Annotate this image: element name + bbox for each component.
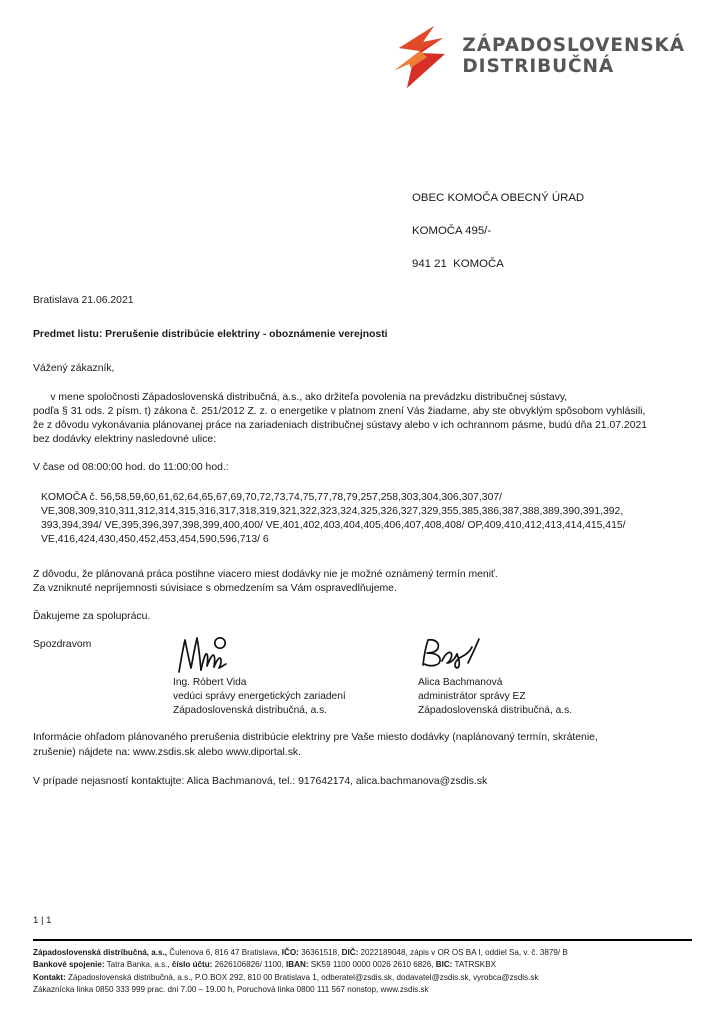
footer-account-label: číslo účtu: (171, 960, 213, 970)
web-info-paragraph (33, 731, 695, 760)
handwritten-signature-bachmanova (418, 634, 663, 676)
intro-line-3: že z dôvodu vykonávania plánovanej práce na zariadeniach distribučnej sústavy alebo v ich ochrannom pásme, budú dňa 21.07.2021 (33, 420, 648, 431)
footer-bank-label: Bankové spojenie: (33, 960, 105, 970)
footer-contact-label: Kontakt: (33, 972, 66, 982)
page-number: 1 | 1 (33, 915, 52, 926)
signatory-name: Alica Bachmanová (418, 677, 503, 688)
affected-streets-list (33, 491, 695, 547)
street-line: VE,308,309,310,311,312,314,315,316,317,318,319,321,322,323,324,325,326,327,329,355,385,386,387,388,389,390,391,392, (41, 506, 624, 517)
recipient-line-2: KOMOČA 495/- (412, 224, 492, 237)
intro-line-2: podľa § 31 ods. 2 písm. t) zákona č. 251/2012 Z. z. o energetike v platnom znení Vás žiadame, aby ste obvyklým spôsobom vyhlásili, (33, 406, 646, 417)
web-info-line-2: zrušenie) nájdete na: www.zsdis.sk alebo www.diportal.sk. (33, 746, 301, 758)
letter-body (33, 294, 695, 666)
footer-company-address: Čulenova 6, 816 47 Bratislava, (167, 948, 282, 957)
notice-line-2: Za vzniknuté nepríjemnosti súvisiace s obmedzením sa Vám ospravedlňujeme. (33, 583, 397, 594)
company-logo (393, 26, 685, 88)
additional-information (33, 731, 695, 805)
footer-contact-value: Západoslovenská distribučná, a.s., P.O.BOX 292, 810 00 Bratislava 1, odberatel@zsdis.sk, dodavatel@zsdis.sk, vyrobca@zsdis.sk (65, 972, 539, 982)
signatory-title: administrátor správy EZ (418, 691, 526, 702)
recipient-line-3: 941 21 KOMOČA (412, 257, 504, 270)
footer-account-value: 2626106826/ 1100, (212, 960, 287, 970)
footer-ico-label: IČO: (281, 948, 299, 957)
signature-block-vida (173, 634, 418, 718)
footer-divider (33, 939, 692, 941)
footer-row-hotline (33, 984, 697, 996)
footer-iban-value: SK59 1100 0000 0026 2610 6826, (308, 960, 436, 970)
handwritten-signature-vida (173, 634, 418, 676)
signatory-title: vedúci správy energetických zariadení (173, 691, 346, 702)
footer-company-name: Západoslovenská distribučná, a.s., (33, 948, 168, 957)
footer-iban-label: IBAN: (286, 960, 309, 970)
footer-bic-label: BIC: (435, 960, 453, 970)
footer-dic-value: 2022189048, zápis v OR OS BA I, oddiel Sa, v. č. 3879/ B (358, 948, 568, 957)
footer-row-contact (33, 972, 697, 984)
street-line: 393,394,394/ VE,395,396,397,398,399,400,400/ VE,401,402,403,404,405,406,407,408,408/ OP,409,410,412,413,414,415,415/ (41, 520, 626, 531)
place-and-date: Bratislava 21.06.2021 (33, 295, 134, 306)
notice-paragraph (33, 568, 695, 596)
street-line: KOMOČA č. 56,58,59,60,61,62,64,65,67,69,70,72,73,74,75,77,78,79,257,258,303,304,306,307,307/ (41, 492, 503, 503)
notice-line-1: Z dôvodu, že plánovaná práca postihne viacero miest dodávky nie je možné oznámený termín meniť. (33, 569, 498, 580)
recipient-line-1: OBEC KOMOČA OBECNÝ ÚRAD (412, 191, 585, 204)
footer-row-bank (33, 959, 697, 971)
intro-line-4: bez dodávky elektriny nasledovné ulice: (33, 434, 217, 445)
footer-row-company (33, 947, 697, 959)
contact-paragraph: V prípade nejasností kontaktujte: Alica Bachmanová, tel.: 917642174, alica.bachmanova@zsdis.sk (33, 776, 488, 787)
signature-block-bachmanova (418, 634, 663, 718)
signatory-company: Západoslovenská distribučná, a.s. (173, 705, 328, 716)
footer-dic-label: DIČ: (341, 948, 359, 957)
salutation: Vážený zákazník, (33, 363, 115, 374)
intro-paragraph (33, 391, 695, 447)
signatory-name: Ing. Róbert Vida (173, 677, 247, 688)
thanks-line: Ďakujeme za spoluprácu. (33, 611, 151, 622)
signatory-company: Západoslovenská distribučná, a.s. (418, 705, 573, 716)
web-info-line-1: Informácie ohľadom plánovaného prerušenia distribúcie elektriny pre Vaše miesto dodávky (naplánovaný termín, skrátenie, (33, 732, 598, 743)
wordmark-line-1: ZÁPADOSLOVENSKÁ (462, 35, 685, 57)
intro-line-1: v mene spoločnosti Západoslovenská distribučná, a.s., ako držiteľa povolenia na prevádzku distribučnej sústavy, (33, 392, 568, 403)
street-line: VE,416,424,430,450,452,453,454,590,596,713/ 6 (41, 534, 269, 545)
footer-bic-value: TATRSKBX (452, 960, 497, 970)
closing-line: Spozdravom (33, 639, 92, 650)
document-footer (33, 947, 697, 997)
lightning-bolt-icon (393, 26, 449, 88)
recipient-address (412, 173, 584, 289)
company-wordmark (462, 36, 685, 77)
wordmark-line-2: DISTRIBUČNÁ (462, 56, 615, 77)
outage-time-range: V čase od 08:00:00 hod. do 11:00:00 hod.: (33, 462, 229, 473)
signature-area (33, 634, 693, 718)
footer-bank-name: Tatra Banka, a.s., (104, 960, 172, 970)
footer-ico-value: 36361518, (298, 948, 342, 957)
letter-subject: Predmet listu: Prerušenie distribúcie elektriny - oboznámenie verejnosti (33, 329, 388, 340)
footer-hotline-value: Zákaznícka linka 0850 333 999 prac. dni 7.00 – 19.00 h, Poruchová linka 0800 111 567 nonstop, www.zsdis.sk (33, 985, 429, 995)
